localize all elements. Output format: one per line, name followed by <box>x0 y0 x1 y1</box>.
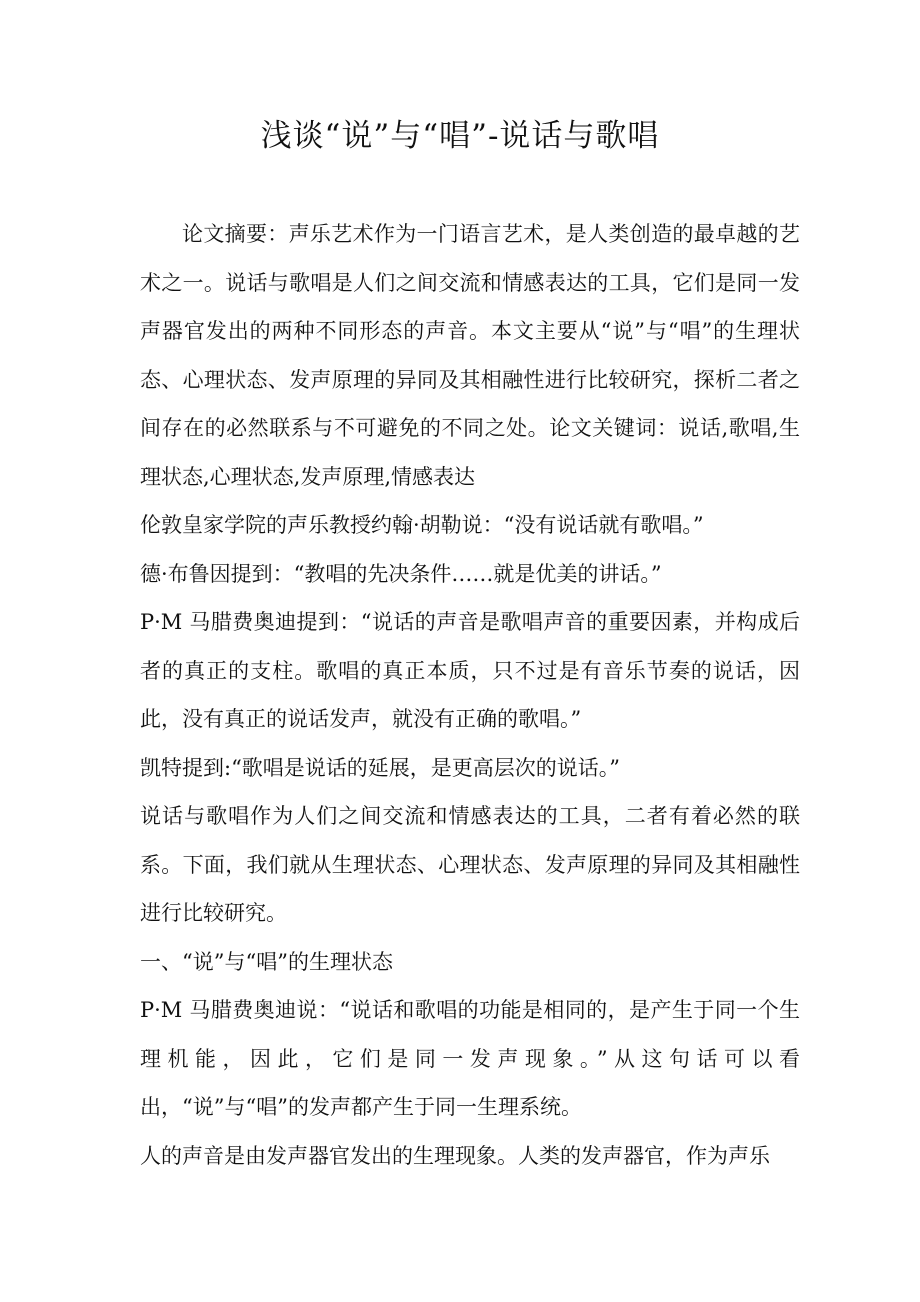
quote-paragraph: P·M 马腊费奥迪提到：“说话的声音是歌唱声音的重要因素，并构成后者的真正的支柱。歌唱的真正本质，只不过是有音乐节奏的说话，因此，没有真正的说话发声，就没有正确的歌唱。” <box>140 610 800 731</box>
quote-paragraph: 伦敦皇家学院的声乐教授约翰·胡勒说：“没有说话就有歌唱。” <box>140 513 704 537</box>
document-body <box>140 210 800 1180</box>
abstract-paragraph: 论文摘要：声乐艺术作为一门语言艺术，是人类创造的最卓越的艺术之一。说话与歌唱是人们之间交流和情感表达的工具，它们是同一发声器官发出的两种不同形态的声音。本文主要从“说”与“唱”的生理状态、心理状态、发声原理的异同及其相融性进行比较研究，探析二者之间存在的必然联系与不可避免的不同之处。论文关键词：说话,歌唱,生理状态,心理状态,发声原理,情感表达 <box>140 222 800 489</box>
body-paragraph: 人的声音是由发声器官发出的生理现象。人类的发声器官，作为声乐 <box>140 1143 770 1168</box>
quote-paragraph: 凯特提到:“歌唱是说话的延展，是更高层次的说话。” <box>140 755 621 780</box>
section-heading: 一、“说”与“唱”的生理状态 <box>140 949 393 974</box>
body-paragraph: P·M 马腊费奥迪说：“说话和歌唱的功能是相同的，是产生于同一个生理机能，因此，它们是同一发声现象。”从这句话可以看出，“说”与“唱”的发声都产生于同一生理系统。 <box>140 998 800 1119</box>
document-title: 浅谈“说”与“唱”-说话与歌唱 <box>260 118 660 154</box>
quote-paragraph: 德·布鲁因提到：“教唱的先决条件……就是优美的讲话。” <box>140 561 662 586</box>
body-paragraph: 说话与歌唱作为人们之间交流和情感表达的工具，二者有着必然的联系。下面，我们就从生理状态、心理状态、发声原理的异同及其相融性进行比较研究。 <box>140 804 800 925</box>
